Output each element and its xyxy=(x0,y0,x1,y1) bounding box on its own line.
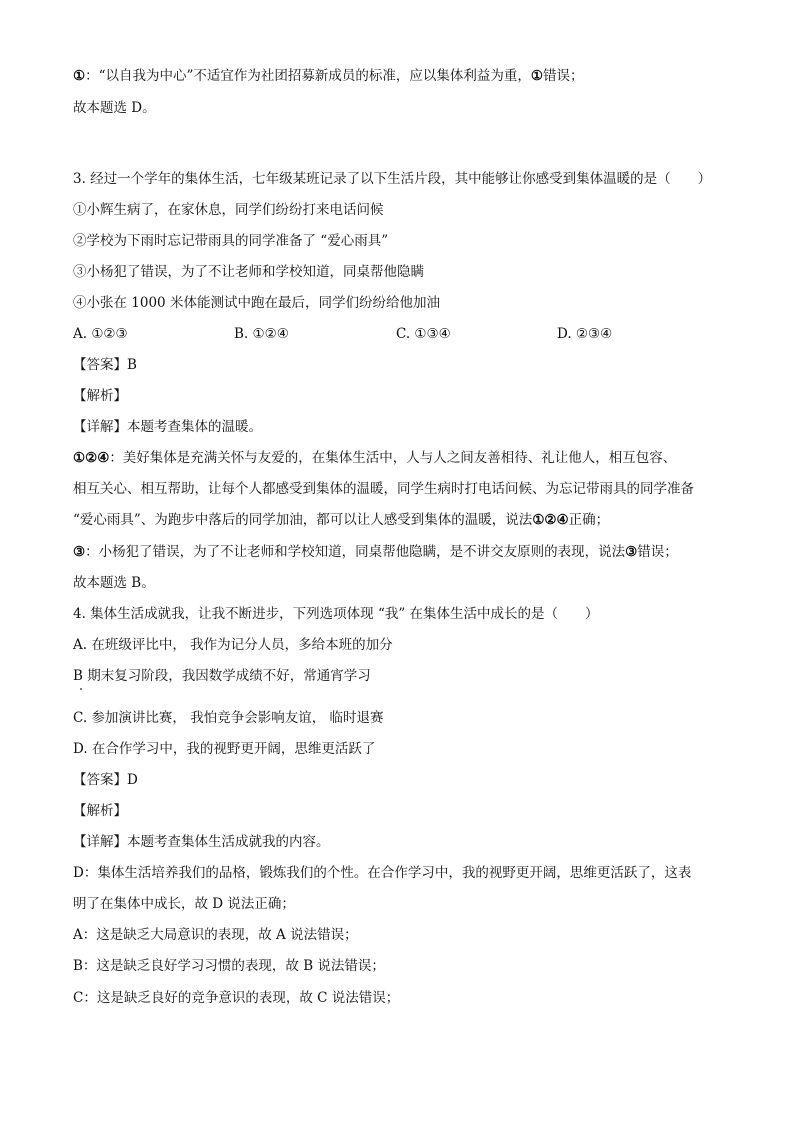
q3-explanation-line-4: ③：小杨犯了错误，为了不让老师和学校知道，同桌帮他隐瞒，是不讲交友原则的表现，说法③错误； xyxy=(73,544,678,560)
q3-item-3: ③小杨犯了错误，为了不让老师和学校知道，同桌帮他隐瞒 xyxy=(73,264,424,280)
q3-explanation-line-3: “爱心雨具”、为跑步中落后的同学加油，都可以让人感受到集体的温暖，说法①②④正确； xyxy=(73,512,610,528)
q3-item-4: ④小张在 1000 米体能测试中跑在最后，同学们纷纷给他加油 xyxy=(73,295,440,311)
q4-explanation-d-line-1: D：集体生活培养我们的品格，锻炼我们的个性。在合作学习中，我的视野更开阔，思维更活跃了，这表 xyxy=(73,865,692,881)
q4-explanation-b: B：这是缺乏良好学习习惯的表现，故 B 说法错误； xyxy=(73,958,385,974)
q3-detail: 【详解】本题考查集体的温暖。 xyxy=(73,419,262,435)
q3-explanation-line-2: 相互关心、相互帮助，让每个人都感受到集体的温暖，同学生病时打电话问候、为忘记带雨具的同学准备 xyxy=(73,481,694,497)
q3-stem: 3. 经过一个学年的集体生活，七年级某班记录了以下生活片段，其中能够让你感受到集体温暖的是（ ） xyxy=(73,171,712,187)
circled-numbers-124: ①②④ xyxy=(532,512,569,528)
q3-explanation-line-1: ①②④：美好集体是充满关怀与友爱的，在集体生活中，人与人之间友善相待、礼让他人，相互包容、 xyxy=(73,450,677,466)
q4-answer: 【答案】D xyxy=(73,772,138,788)
q4-explanation-d-line-2: 明了在集体中成长，故 D 说法正确； xyxy=(73,896,295,912)
q4-option-d: D. 在合作学习中，我的视野更开阔，思维更活跃了 xyxy=(73,741,376,757)
q4-explanation-a: A：这是缺乏大局意识的表现，故 A 说法错误； xyxy=(73,927,358,943)
q3-option-c: C. ①③④ xyxy=(396,326,451,342)
q3-option-a: A. ①②③ xyxy=(73,326,128,342)
circled-number-1: ① xyxy=(73,68,86,84)
q4-option-c: C. 参加演讲比赛， 我怕竞争会影响友谊， 临时退赛 xyxy=(73,710,384,726)
q4-analysis-heading: 【解析】 xyxy=(73,803,127,819)
prev-explanation-line: ①：“以自我为中心”不适宜作为社团招募新成员的标准，应以集体利益为重，①错误； xyxy=(73,68,584,84)
q3-item-2: ②学校为下雨时忘记带雨具的同学准备了 “爱心雨具” xyxy=(73,233,389,249)
prev-conclusion: 故本题选 D。 xyxy=(73,100,156,116)
q4-detail: 【详解】本题考查集体生活成就我的内容。 xyxy=(73,834,330,850)
q4-option-b: B 期末复习阶段，我因数学成绩不好，常通宵学习 xyxy=(73,668,371,684)
circled-number-3: ③ xyxy=(73,544,86,560)
q3-item-1: ①小辉生病了，在家休息，同学们纷纷打来电话问候 xyxy=(73,202,384,218)
q4-option-a: A. 在班级评比中， 我作为记分人员，多给本班的加分 xyxy=(73,637,393,653)
stray-dot xyxy=(80,688,82,690)
q3-answer: 【答案】B xyxy=(73,357,137,373)
circled-number-1: ① xyxy=(530,68,544,84)
q4-stem: 4. 集体生活成就我，让我不断进步，下列选项体现 “我” 在集体生活中成长的是（ ） xyxy=(73,606,599,622)
q3-conclusion: 故本题选 B。 xyxy=(73,575,155,591)
q3-option-d: D. ②③④ xyxy=(557,326,613,342)
q3-analysis-heading: 【解析】 xyxy=(73,388,127,404)
q3-option-b: B. ①②④ xyxy=(234,326,289,342)
circled-numbers-124: ①②④ xyxy=(73,450,110,466)
q4-explanation-c: C：这是缺乏良好的竞争意识的表现，故 C 说法错误； xyxy=(73,990,400,1006)
circled-number-3: ③ xyxy=(625,544,638,560)
